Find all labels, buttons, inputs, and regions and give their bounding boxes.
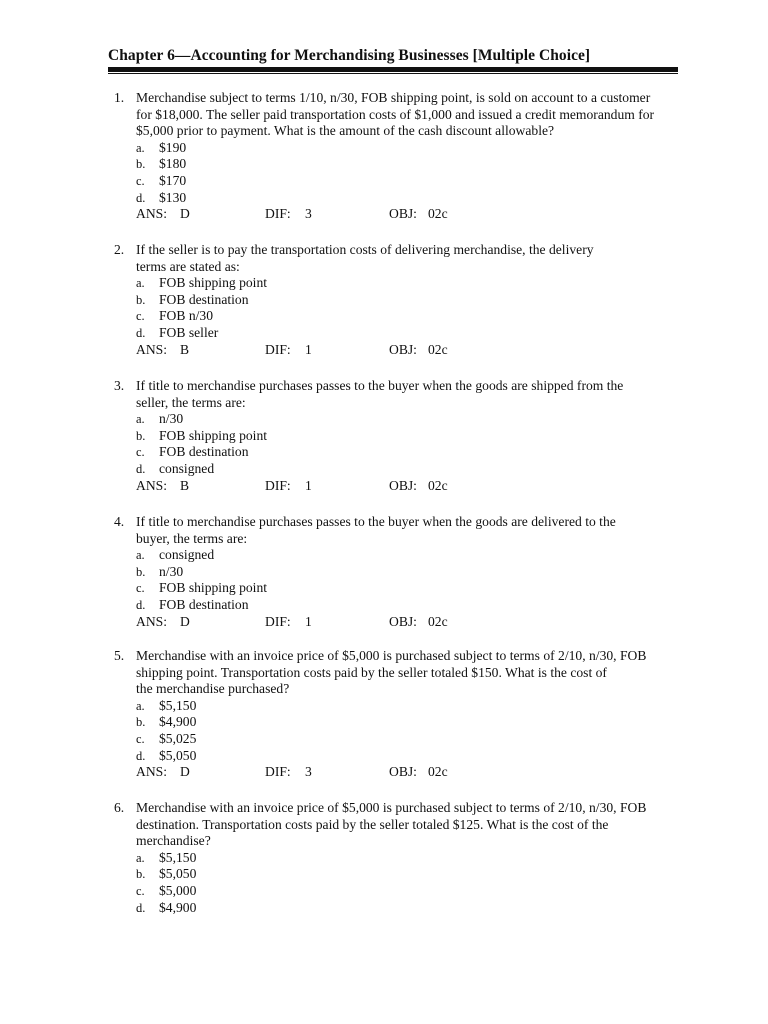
answer-option — [136, 275, 680, 292]
option-letter: b. — [136, 715, 146, 730]
obj-value: 02c — [428, 206, 448, 222]
option-text: $130 — [159, 189, 187, 205]
answer-option — [136, 292, 680, 309]
option-letter: a. — [136, 548, 145, 563]
option-text: $4,900 — [159, 899, 197, 915]
answer-key-row — [136, 342, 680, 359]
dif-label: DIF: — [265, 206, 291, 222]
answer-option — [136, 156, 680, 173]
question-stem — [114, 514, 680, 547]
option-text: FOB destination — [159, 444, 249, 460]
answer-option — [136, 547, 680, 564]
option-text: $170 — [159, 172, 187, 188]
ans-value: B — [180, 341, 190, 357]
dif-value: 1 — [305, 477, 312, 493]
question-text-line: Merchandise with an invoice price of $5,000 is purchased subject to terms of 2/10, n/30, FOB — [136, 648, 647, 663]
question-text-line: for $18,000. The seller paid transportation costs of $1,000 and issued a credit memorandum for — [136, 106, 655, 122]
question-text-line: If title to merchandise purchases passes to the buyer when the goods are delivered to the — [136, 514, 616, 529]
question-text — [136, 90, 680, 140]
option-letter: b. — [136, 428, 146, 443]
question-3 — [114, 378, 680, 495]
option-letter: b. — [136, 157, 146, 172]
option-text: n/30 — [159, 411, 184, 427]
option-letter: d. — [136, 597, 146, 612]
answer-options — [136, 140, 680, 206]
option-text: FOB shipping point — [159, 275, 268, 291]
option-letter: c. — [136, 173, 145, 188]
option-text: $5,150 — [159, 849, 197, 865]
answer-option — [136, 580, 680, 597]
question-stem — [114, 648, 680, 698]
question-text-line: If title to merchandise purchases passes to the buyer when the goods are shipped from the — [136, 378, 624, 393]
ans-value: B — [180, 477, 190, 493]
ans-value: D — [180, 764, 190, 780]
question-text-line: shipping point. Transportation costs paid by the seller totaled $150. What is the cost of — [136, 664, 607, 680]
answer-option — [136, 866, 680, 883]
obj-label: OBJ: — [389, 764, 417, 780]
question-text — [136, 800, 680, 850]
answer-option — [136, 428, 680, 445]
question-number: 5. — [114, 648, 125, 663]
option-letter: a. — [136, 698, 145, 713]
answer-option — [136, 597, 680, 614]
answer-options — [136, 275, 680, 341]
question-text-line: Merchandise subject to terms 1/10, n/30, FOB shipping point, is sold on account to a customer — [136, 90, 651, 105]
question-number: 4. — [114, 514, 125, 529]
question-number: 3. — [114, 378, 125, 393]
answer-key-row — [136, 478, 680, 495]
option-letter: c. — [136, 445, 145, 460]
answer-option — [136, 731, 680, 748]
answer-key-row — [136, 206, 680, 223]
option-letter: c. — [136, 309, 145, 324]
option-text: FOB seller — [159, 324, 219, 340]
question-2 — [114, 242, 680, 359]
option-text: $5,050 — [159, 747, 197, 763]
answer-option — [136, 325, 680, 342]
question-stem — [114, 242, 680, 275]
ans-value: D — [180, 206, 190, 222]
dif-label: DIF: — [265, 764, 291, 780]
option-letter: d. — [136, 461, 146, 476]
answer-option — [136, 411, 680, 428]
ans-label: ANS: — [136, 477, 167, 493]
option-text: FOB shipping point — [159, 580, 268, 596]
obj-value: 02c — [428, 341, 448, 357]
answer-option — [136, 173, 680, 190]
question-4 — [114, 514, 680, 631]
option-text: $190 — [159, 139, 187, 155]
question-5 — [114, 648, 680, 781]
option-letter: b. — [136, 292, 146, 307]
question-text-line: the merchandise purchased? — [136, 681, 290, 697]
question-text-line: $5,000 prior to payment. What is the amount of the cash discount allowable? — [136, 123, 555, 139]
option-letter: a. — [136, 140, 145, 155]
title-rule-thick — [108, 67, 678, 72]
answer-option — [136, 900, 680, 917]
option-text: $5,050 — [159, 866, 197, 882]
option-letter: d. — [136, 325, 146, 340]
answer-option — [136, 883, 680, 900]
question-text-line: merchandise? — [136, 833, 211, 849]
ans-value: D — [180, 613, 190, 629]
question-stem — [114, 378, 680, 411]
dif-value: 1 — [305, 341, 312, 357]
answer-options — [136, 411, 680, 477]
question-1 — [114, 90, 680, 223]
option-text: FOB shipping point — [159, 427, 268, 443]
answer-key-row — [136, 764, 680, 781]
option-letter: b. — [136, 867, 146, 882]
ans-label: ANS: — [136, 206, 167, 222]
option-letter: c. — [136, 883, 145, 898]
title-rule-thin — [108, 73, 678, 74]
answer-option — [136, 698, 680, 715]
ans-label: ANS: — [136, 341, 167, 357]
question-number: 1. — [114, 90, 125, 105]
answer-option — [136, 190, 680, 207]
question-text-line: terms are stated as: — [136, 258, 240, 274]
option-text: $5,025 — [159, 730, 197, 746]
answer-option — [136, 140, 680, 157]
option-text: FOB destination — [159, 291, 249, 307]
option-text: FOB destination — [159, 596, 249, 612]
option-text: consigned — [159, 547, 215, 563]
answer-option — [136, 714, 680, 731]
option-text: n/30 — [159, 563, 184, 579]
answer-option — [136, 461, 680, 478]
page-title: Chapter 6—Accounting for Merchandising Businesses [Multiple Choice] — [108, 47, 591, 64]
question-text — [136, 648, 680, 698]
obj-label: OBJ: — [389, 477, 417, 493]
option-letter: c. — [136, 581, 145, 596]
question-text-line: If the seller is to pay the transportation costs of delivering merchandise, the delivery — [136, 242, 594, 257]
question-text — [136, 514, 680, 547]
question-number: 2. — [114, 242, 125, 257]
answer-option — [136, 564, 680, 581]
question-text-line: buyer, the terms are: — [136, 530, 248, 546]
option-letter: a. — [136, 276, 145, 291]
option-text: $180 — [159, 156, 187, 172]
ans-label: ANS: — [136, 764, 167, 780]
option-letter: a. — [136, 412, 145, 427]
question-text — [136, 378, 680, 411]
option-text: $4,900 — [159, 714, 197, 730]
question-text-line: Merchandise with an invoice price of $5,000 is purchased subject to terms of 2/10, n/30, FOB — [136, 800, 647, 815]
option-text: $5,000 — [159, 882, 197, 898]
question-text-line: destination. Transportation costs paid by the seller totaled $125. What is the cost of the — [136, 816, 609, 832]
option-letter: d. — [136, 190, 146, 205]
option-letter: d. — [136, 900, 146, 915]
dif-label: DIF: — [265, 341, 291, 357]
option-letter: c. — [136, 731, 145, 746]
obj-label: OBJ: — [389, 613, 417, 629]
option-letter: d. — [136, 748, 146, 763]
dif-label: DIF: — [265, 477, 291, 493]
dif-label: DIF: — [265, 613, 291, 629]
dif-value: 1 — [305, 613, 312, 629]
question-text — [136, 242, 680, 275]
answer-options — [136, 547, 680, 613]
obj-value: 02c — [428, 613, 448, 629]
dif-value: 3 — [305, 206, 312, 222]
answer-option — [136, 444, 680, 461]
obj-value: 02c — [428, 764, 448, 780]
obj-label: OBJ: — [389, 206, 417, 222]
option-text: FOB n/30 — [159, 308, 214, 324]
question-number: 6. — [114, 800, 125, 815]
answer-option — [136, 748, 680, 765]
obj-value: 02c — [428, 477, 448, 493]
question-stem — [114, 90, 680, 140]
answer-options — [136, 698, 680, 764]
option-text: consigned — [159, 460, 215, 476]
answer-option — [136, 308, 680, 325]
question-6 — [114, 800, 680, 916]
question-text-line: seller, the terms are: — [136, 394, 246, 410]
ans-label: ANS: — [136, 613, 167, 629]
answer-option — [136, 850, 680, 867]
answer-key-row — [136, 614, 680, 631]
answer-options — [136, 850, 680, 916]
option-letter: b. — [136, 564, 146, 579]
option-text: $5,150 — [159, 697, 197, 713]
question-stem — [114, 800, 680, 850]
dif-value: 3 — [305, 764, 312, 780]
option-letter: a. — [136, 850, 145, 865]
obj-label: OBJ: — [389, 341, 417, 357]
